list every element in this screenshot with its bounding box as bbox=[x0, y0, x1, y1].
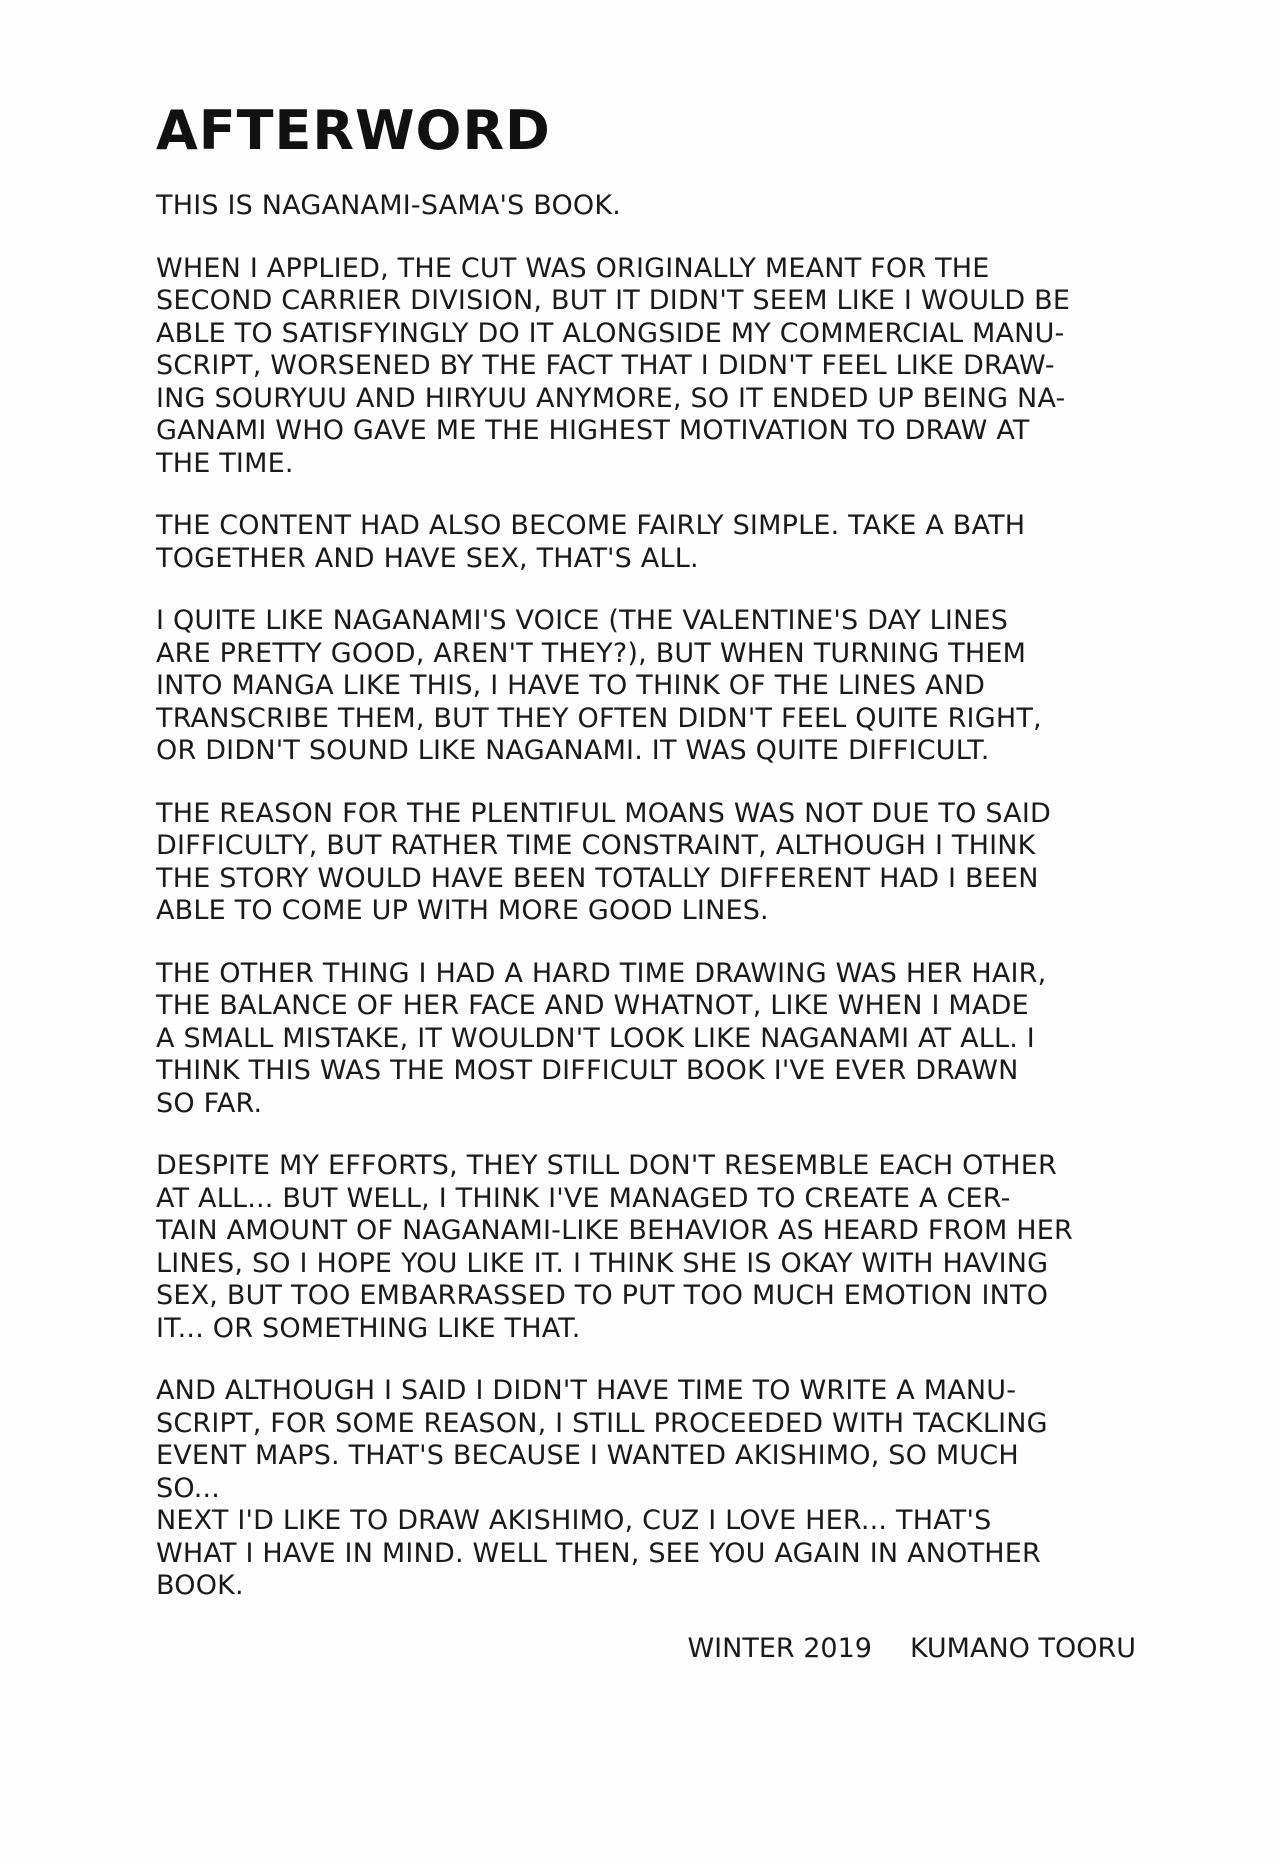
text-line: ARE PRETTY GOOD, AREN'T THEY?), BUT WHEN TURNING THEM bbox=[156, 637, 1027, 669]
text-line: WHEN I APPLIED, THE CUT WAS ORIGINALLY MEANT FOR THE bbox=[156, 252, 990, 284]
text-line: THE CONTENT HAD ALSO BECOME FAIRLY SIMPLE. TAKE A BATH bbox=[156, 510, 1026, 541]
text-line: LINES, SO I HOPE YOU LIKE IT. I THINK SHE IS OKAY WITH HAVING bbox=[156, 1247, 1049, 1279]
signature-row bbox=[156, 1633, 1136, 1667]
text-line: SCRIPT, WORSENED BY THE FACT THAT I DIDN'T FEEL LIKE DRAW- bbox=[156, 350, 1055, 381]
signature-author: KUMANO TOORU bbox=[909, 1632, 1136, 1664]
text-line: ING SOURYUU AND HIRYUU ANYMORE, SO IT ENDED UP BEING NA- bbox=[156, 382, 1066, 414]
text-line: SECOND CARRIER DIVISION, BUT IT DIDN'T SEEM LIKE I WOULD BE bbox=[156, 285, 1071, 316]
text-line: SEX, BUT TOO EMBARRASSED TO PUT TOO MUCH EMOTION INTO bbox=[156, 1280, 1049, 1311]
text-line: THE OTHER THING I HAD A HARD TIME DRAWING WAS HER HAIR, bbox=[156, 957, 1047, 989]
paragraph bbox=[156, 1150, 1136, 1345]
text-line: WHAT I HAVE IN MIND. WELL THEN, SEE YOU AGAIN IN ANOTHER bbox=[156, 1537, 1042, 1569]
paragraph bbox=[156, 510, 1136, 575]
text-line: SO FAR. bbox=[156, 1087, 263, 1119]
text-line: THE BALANCE OF HER FACE AND WHATNOT, LIKE WHEN I MADE bbox=[156, 990, 1029, 1021]
text-line: THINK THIS WAS THE MOST DIFFICULT BOOK I'VE EVER DRAWN bbox=[156, 1055, 1019, 1086]
text-line: OR DIDN'T SOUND LIKE NAGANAMI. IT WAS QUITE DIFFICULT. bbox=[156, 735, 990, 766]
text-line: THE TIME. bbox=[156, 447, 294, 479]
text-line: THE REASON FOR THE PLENTIFUL MOANS WAS NOT DUE TO SAID bbox=[156, 797, 1051, 829]
text-line: TAIN AMOUNT OF NAGANAMI-LIKE BEHAVIOR AS HEARD FROM HER bbox=[156, 1215, 1073, 1246]
page-title: AFTERWORD bbox=[156, 99, 551, 162]
signature-date: WINTER 2019 bbox=[687, 1632, 872, 1664]
text-line: NEXT I'D LIKE TO DRAW AKISHIMO, CUZ I LOVE HER... THAT'S bbox=[156, 1505, 992, 1536]
text-line: DIFFICULTY, BUT RATHER TIME CONSTRAINT, ALTHOUGH I THINK bbox=[156, 830, 1036, 861]
text-line: IT... OR SOMETHING LIKE THAT. bbox=[156, 1312, 581, 1344]
paragraph bbox=[156, 190, 1136, 223]
paragraph bbox=[156, 1375, 1136, 1603]
text-line: TOGETHER AND HAVE SEX, THAT'S ALL. bbox=[156, 542, 699, 574]
paragraph bbox=[156, 958, 1136, 1121]
text-line: EVENT MAPS. THAT'S BECAUSE I WANTED AKISHIMO, SO MUCH bbox=[156, 1440, 1019, 1471]
text-line: TRANSCRIBE THEM, BUT THEY OFTEN DIDN'T FEEL QUITE RIGHT, bbox=[156, 702, 1042, 734]
text-line: A SMALL MISTAKE, IT WOULDN'T LOOK LIKE NAGANAMI AT ALL. I bbox=[156, 1022, 1035, 1054]
paragraph bbox=[156, 253, 1136, 481]
afterword-content bbox=[156, 100, 1136, 1667]
text-line: GANAMI WHO GAVE ME THE HIGHEST MOTIVATION TO DRAW AT bbox=[156, 415, 1030, 446]
text-line: THE STORY WOULD HAVE BEEN TOTALLY DIFFERENT HAD I BEEN bbox=[156, 862, 1039, 894]
paragraph bbox=[156, 605, 1136, 768]
text-line: INTO MANGA LIKE THIS, I HAVE TO THINK OF THE LINES AND bbox=[156, 670, 986, 701]
text-line: SCRIPT, FOR SOME REASON, I STILL PROCEEDED WITH TACKLING bbox=[156, 1407, 1048, 1439]
text-line: AND ALTHOUGH I SAID I DIDN'T HAVE TIME TO WRITE A MANU- bbox=[156, 1375, 1017, 1406]
text-line: ABLE TO SATISFYINGLY DO IT ALONGSIDE MY COMMERCIAL MANU- bbox=[156, 317, 1065, 349]
text-line: SO... bbox=[156, 1472, 221, 1504]
signature bbox=[687, 1633, 1136, 1665]
text-line: ABLE TO COME UP WITH MORE GOOD LINES. bbox=[156, 895, 769, 926]
text-line: BOOK. bbox=[156, 1570, 244, 1601]
text-line: DESPITE MY EFFORTS, THEY STILL DON'T RESEMBLE EACH OTHER bbox=[156, 1150, 1058, 1181]
afterword-body bbox=[156, 190, 1136, 1603]
text-line: THIS IS NAGANAMI-SAMA'S BOOK. bbox=[156, 190, 622, 221]
paragraph bbox=[156, 798, 1136, 928]
text-line: AT ALL... BUT WELL, I THINK I'VE MANAGED TO CREATE A CER- bbox=[156, 1182, 1011, 1214]
text-line: I QUITE LIKE NAGANAMI'S VOICE (THE VALENTINE'S DAY LINES bbox=[156, 605, 1009, 636]
